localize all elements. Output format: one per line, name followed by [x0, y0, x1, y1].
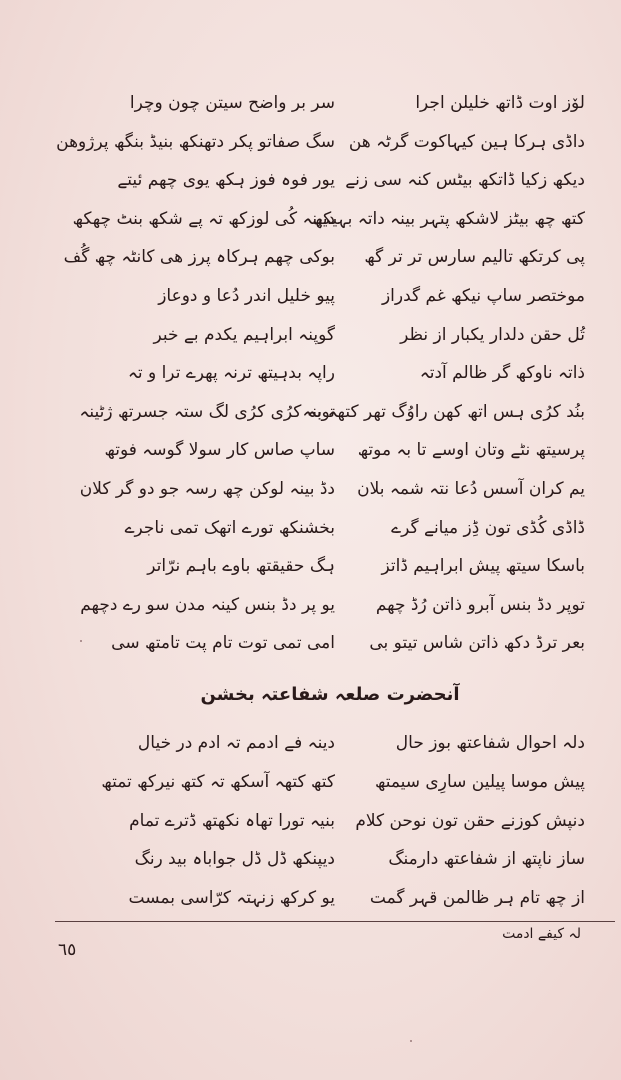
verse-line: دیپنکھ ڈل ڈل جواباہ بید رنگ [134, 849, 335, 870]
verse-line: پی کرتکھ تالیم سارس تر تر گھ [364, 247, 585, 268]
verse-line: ہگ حقیقتھ باوے باہم نرّاتر [147, 556, 335, 577]
section-heading: آنحضرت صلعہ شفاعتہ بخشن [200, 684, 460, 705]
verse-line: ڈاڈی کُڈی تون ڈِز میانے گرے [391, 517, 585, 538]
page-number: ٦٥ [58, 940, 77, 960]
verse-line: باسکا سیتھ پیش ابراہیم ڈاتز [381, 556, 585, 577]
verse-line: بوکی چھم ہرکاہ پرز ھی کانٹہ چھ گُف [63, 247, 335, 268]
verse-line: یو کرکھ زنہتہ کرّاسی بمست [128, 888, 335, 909]
paper-speck [410, 1040, 412, 1042]
verse-line: ساز ناپتھ از شفاعتھ دارمنگ [388, 849, 585, 870]
verse-line: بعر ترڈ دکھ ذاتن شاس تیتو بی [369, 633, 585, 654]
verse-line: توپر دڈ بنس آبرو ذاتن رُڈ چھم [375, 594, 585, 615]
verse-line: کتھ کتھہ آسکھ تہ کتھ نیرکھ تمتھ [101, 771, 335, 792]
verse-line: موختصر ساپ نیکھ غم گدراز [381, 285, 585, 306]
verse-line: دلہ احوال شفاعتھ بوز حال [395, 733, 585, 753]
footnote: لہ کیفے ادمت [502, 926, 581, 942]
verse-line: بنُد کرُی ہس اتھ کھن راوُگ تھر کتھہ بنہ [302, 401, 585, 422]
verse-line: از چھ تام ہر ظالمن قہر گمت [369, 888, 585, 909]
verse-line: توبہ کرُی کرُی لگ ستہ جسرتھ ژٹینہ [79, 401, 335, 422]
poem-part2-right-column [345, 732, 585, 926]
verse-line: امی تمی توت تام پت تامتھ سی [111, 633, 335, 654]
verse-line: ذاتہ ناوکھ گر ظالم آدتہ [419, 363, 585, 384]
verse-line: داڈی ہرکا ہین کیہاکوت گرٹہ ھن [348, 131, 585, 152]
verse-line: لۆز اوت ڈاتھ خلیلن اجرا [415, 93, 585, 113]
poem-part1-right-column [302, 92, 585, 671]
verse-line: پیش موسا پیلین سارِی سیمتھ [374, 771, 585, 792]
verse-line: دیپنہ کُی لوزکھ تہ پے شکھ بنٹ چھکھ [72, 208, 335, 229]
verse-line: ساپ صاس کار سولا گوسہ فوتھ [104, 440, 335, 461]
verse-line: کتھ چھ بیٹز لاشکھ پتہر بینہ داتہ بہیکھ [312, 208, 585, 229]
poem-part2-left-column [45, 732, 335, 926]
verse-line: سر بر واضح سیتن چون وچرا [129, 93, 335, 113]
verse-line: تُل حقن دلدار یکبار از نظر [400, 324, 585, 345]
verse-line: یور فوہ فوز ہکھ یوی چھم ئیتے [117, 170, 335, 191]
verse-line: پرسیتھ نٹے وتان اوسے تا بہ موتھ [357, 440, 585, 461]
verse-line: دنپش کوزنے حقن تون نوحن کلام [355, 810, 585, 831]
verse-line: دیکھ زکیا ڈاتکھ بیٹس کنہ سی زنے [345, 170, 585, 191]
verse-line: بخشنکھ تورے اتھک تمی ناجرے [124, 517, 335, 538]
verse-line: دڈ بینہ لوکن چھ رسہ جو دو گر کلان [79, 478, 335, 499]
paper-speck [80, 640, 82, 642]
verse-line: سگ صفاتو پکر دتھنکھ بنیڈ بنگھ پرژوھن [56, 131, 335, 152]
verse-line: دینہ فے ادمم تہ ادم در خیال [137, 733, 335, 753]
footnote-divider [55, 921, 615, 922]
verse-line: یم کران آسس دُعا نتہ شمہ بلان [357, 478, 585, 499]
verse-line: گوپنہ ابراہیم یکدم بے خبر [153, 324, 335, 345]
poem-part1-left-column [45, 92, 335, 671]
verse-line: راپہ بدہیتھ ترنہ پھرے ترا و تہ [127, 363, 335, 384]
verse-line: پیو خلیل اندر دُعا و دوعاز [158, 285, 335, 306]
verse-line: بنیہ تورا تھاہ نکھتھ ڈترے تمام [129, 810, 335, 831]
verse-line: یو پر دڈ بنس کینہ مدن سو رے دچھم [80, 594, 335, 615]
